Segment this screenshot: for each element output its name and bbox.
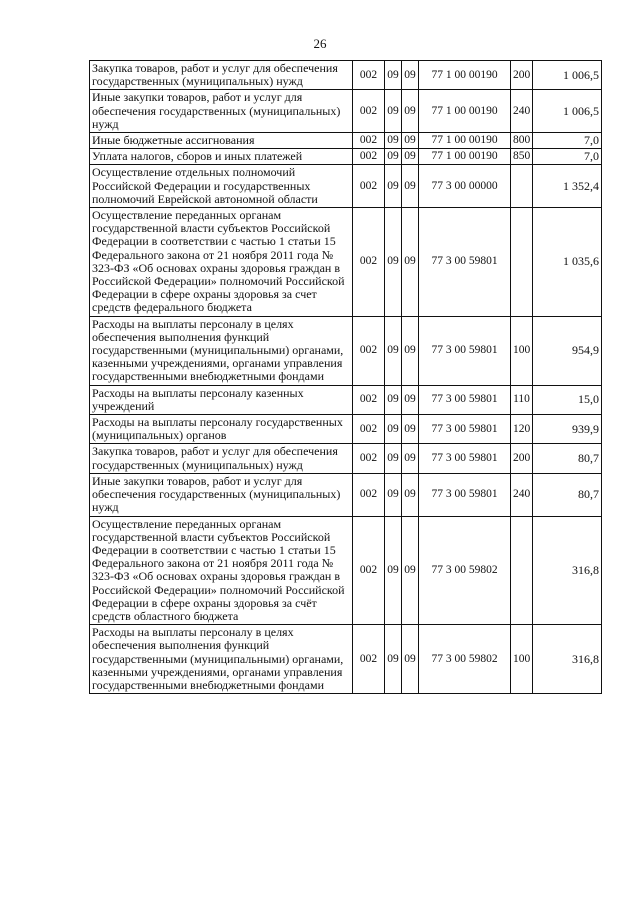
target-article-code: 77 3 00 59801 — [419, 415, 511, 444]
expense-name: Осуществление отдельных полномочий Российской Федерации и государственных полномочий Еврейской автономной области — [90, 165, 353, 208]
section-code: 09 — [385, 208, 402, 317]
amount: 1 352,4 — [533, 165, 602, 208]
target-article-code: 77 1 00 00190 — [419, 149, 511, 165]
amount: 316,8 — [533, 516, 602, 625]
grbs-code: 002 — [353, 625, 385, 694]
page-number: 26 — [313, 36, 327, 51]
subsection-code: 09 — [402, 165, 419, 208]
expense-type-code: 200 — [511, 444, 533, 473]
target-article-code: 77 3 00 59801 — [419, 316, 511, 385]
expense-name: Закупка товаров, работ и услуг для обеспечения государственных (муниципальных) нужд — [90, 444, 353, 473]
expense-type-code: 100 — [511, 625, 533, 694]
subsection-code: 09 — [402, 61, 419, 90]
section-code: 09 — [385, 385, 402, 414]
table-row — [90, 516, 602, 625]
target-article-code: 77 3 00 59801 — [419, 473, 511, 516]
subsection-code: 09 — [402, 90, 419, 133]
section-code: 09 — [385, 61, 402, 90]
grbs-code: 002 — [353, 415, 385, 444]
subsection-code: 09 — [402, 316, 419, 385]
expense-type-code: 100 — [511, 316, 533, 385]
target-article-code: 77 3 00 59802 — [419, 516, 511, 625]
expense-name: Расходы на выплаты персоналу в целях обеспечения выполнения функций государственными (муниципальными) органами, казенными учреждениями, органами управления государственными внебюджетными фондами — [90, 625, 353, 694]
expense-name: Иные закупки товаров, работ и услуг для обеспечения государственных (муниципальных) нужд — [90, 90, 353, 133]
target-article-code: 77 3 00 00000 — [419, 165, 511, 208]
expense-type-code: 850 — [511, 149, 533, 165]
table-row — [90, 415, 602, 444]
table-row — [90, 473, 602, 516]
section-code: 09 — [385, 316, 402, 385]
amount: 7,0 — [533, 133, 602, 149]
expense-name: Уплата налогов, сборов и иных платежей — [90, 149, 353, 165]
subsection-code: 09 — [402, 625, 419, 694]
table-row — [90, 208, 602, 317]
table-row — [90, 165, 602, 208]
expense-type-code: 200 — [511, 61, 533, 90]
expense-type-code — [511, 165, 533, 208]
expense-type-code: 240 — [511, 473, 533, 516]
grbs-code: 002 — [353, 165, 385, 208]
subsection-code: 09 — [402, 149, 419, 165]
section-code: 09 — [385, 90, 402, 133]
amount: 7,0 — [533, 149, 602, 165]
grbs-code: 002 — [353, 133, 385, 149]
expense-name: Осуществление переданных органам государственной власти субъектов Российской Федерации в соответствии с частью 1 статьи 15 Федерального закона от 21 ноября 2011 года № 323-ФЗ «Об основах охраны здоровья граждан в Российской Федерации» полномочий Российской Федерации в сфере охраны здоровья за счёт средств областного бюджета — [90, 516, 353, 625]
amount: 15,0 — [533, 385, 602, 414]
amount: 1 006,5 — [533, 61, 602, 90]
grbs-code: 002 — [353, 61, 385, 90]
grbs-code: 002 — [353, 90, 385, 133]
table-row — [90, 133, 602, 149]
budget-table-body — [90, 61, 602, 694]
subsection-code: 09 — [402, 133, 419, 149]
expense-name: Иные бюджетные ассигнования — [90, 133, 353, 149]
amount: 80,7 — [533, 444, 602, 473]
target-article-code: 77 3 00 59801 — [419, 208, 511, 317]
expense-type-code — [511, 516, 533, 625]
section-code: 09 — [385, 415, 402, 444]
section-code: 09 — [385, 516, 402, 625]
grbs-code: 002 — [353, 444, 385, 473]
section-code: 09 — [385, 165, 402, 208]
expense-type-code: 110 — [511, 385, 533, 414]
amount: 939,9 — [533, 415, 602, 444]
grbs-code: 002 — [353, 316, 385, 385]
table-row — [90, 444, 602, 473]
expense-name: Расходы на выплаты персоналу казенных учреждений — [90, 385, 353, 414]
expense-name: Расходы на выплаты персоналу государственных (муниципальных) органов — [90, 415, 353, 444]
expense-type-code — [511, 208, 533, 317]
amount: 954,9 — [533, 316, 602, 385]
target-article-code: 77 1 00 00190 — [419, 90, 511, 133]
amount: 1 006,5 — [533, 90, 602, 133]
expense-type-code: 120 — [511, 415, 533, 444]
expense-type-code: 240 — [511, 90, 533, 133]
subsection-code: 09 — [402, 473, 419, 516]
grbs-code: 002 — [353, 149, 385, 165]
expense-name: Закупка товаров, работ и услуг для обеспечения государственных (муниципальных) нужд — [90, 61, 353, 90]
expense-type-code: 800 — [511, 133, 533, 149]
subsection-code: 09 — [402, 444, 419, 473]
section-code: 09 — [385, 133, 402, 149]
amount: 316,8 — [533, 625, 602, 694]
section-code: 09 — [385, 473, 402, 516]
grbs-code: 002 — [353, 473, 385, 516]
target-article-code: 77 3 00 59802 — [419, 625, 511, 694]
subsection-code: 09 — [402, 208, 419, 317]
table-row — [90, 385, 602, 414]
subsection-code: 09 — [402, 415, 419, 444]
table-row — [90, 149, 602, 165]
table-row — [90, 625, 602, 694]
expense-name: Иные закупки товаров, работ и услуг для обеспечения государственных (муниципальных) нужд — [90, 473, 353, 516]
subsection-code: 09 — [402, 385, 419, 414]
subsection-code: 09 — [402, 516, 419, 625]
section-code: 09 — [385, 149, 402, 165]
grbs-code: 002 — [353, 208, 385, 317]
target-article-code: 77 3 00 59801 — [419, 385, 511, 414]
target-article-code: 77 1 00 00190 — [419, 133, 511, 149]
expense-name: Осуществление переданных органам государственной власти субъектов Российской Федерации в соответствии с частью 1 статьи 15 Федерального закона от 21 ноября 2011 года № 323-ФЗ «Об основах охраны здоровья граждан в Российской Федерации» полномочий Российской Федерации в сфере охраны здоровья за счет средств федерального бюджета — [90, 208, 353, 317]
section-code: 09 — [385, 444, 402, 473]
target-article-code: 77 3 00 59801 — [419, 444, 511, 473]
table-row — [90, 316, 602, 385]
table-row — [90, 90, 602, 133]
amount: 80,7 — [533, 473, 602, 516]
grbs-code: 002 — [353, 516, 385, 625]
grbs-code: 002 — [353, 385, 385, 414]
expense-name: Расходы на выплаты персоналу в целях обеспечения выполнения функций государственными (муниципальными) органами, казенными учреждениями, органами управления государственными внебюджетными фондами — [90, 316, 353, 385]
budget-table — [89, 60, 602, 694]
target-article-code: 77 1 00 00190 — [419, 61, 511, 90]
amount: 1 035,6 — [533, 208, 602, 317]
section-code: 09 — [385, 625, 402, 694]
table-row — [90, 61, 602, 90]
